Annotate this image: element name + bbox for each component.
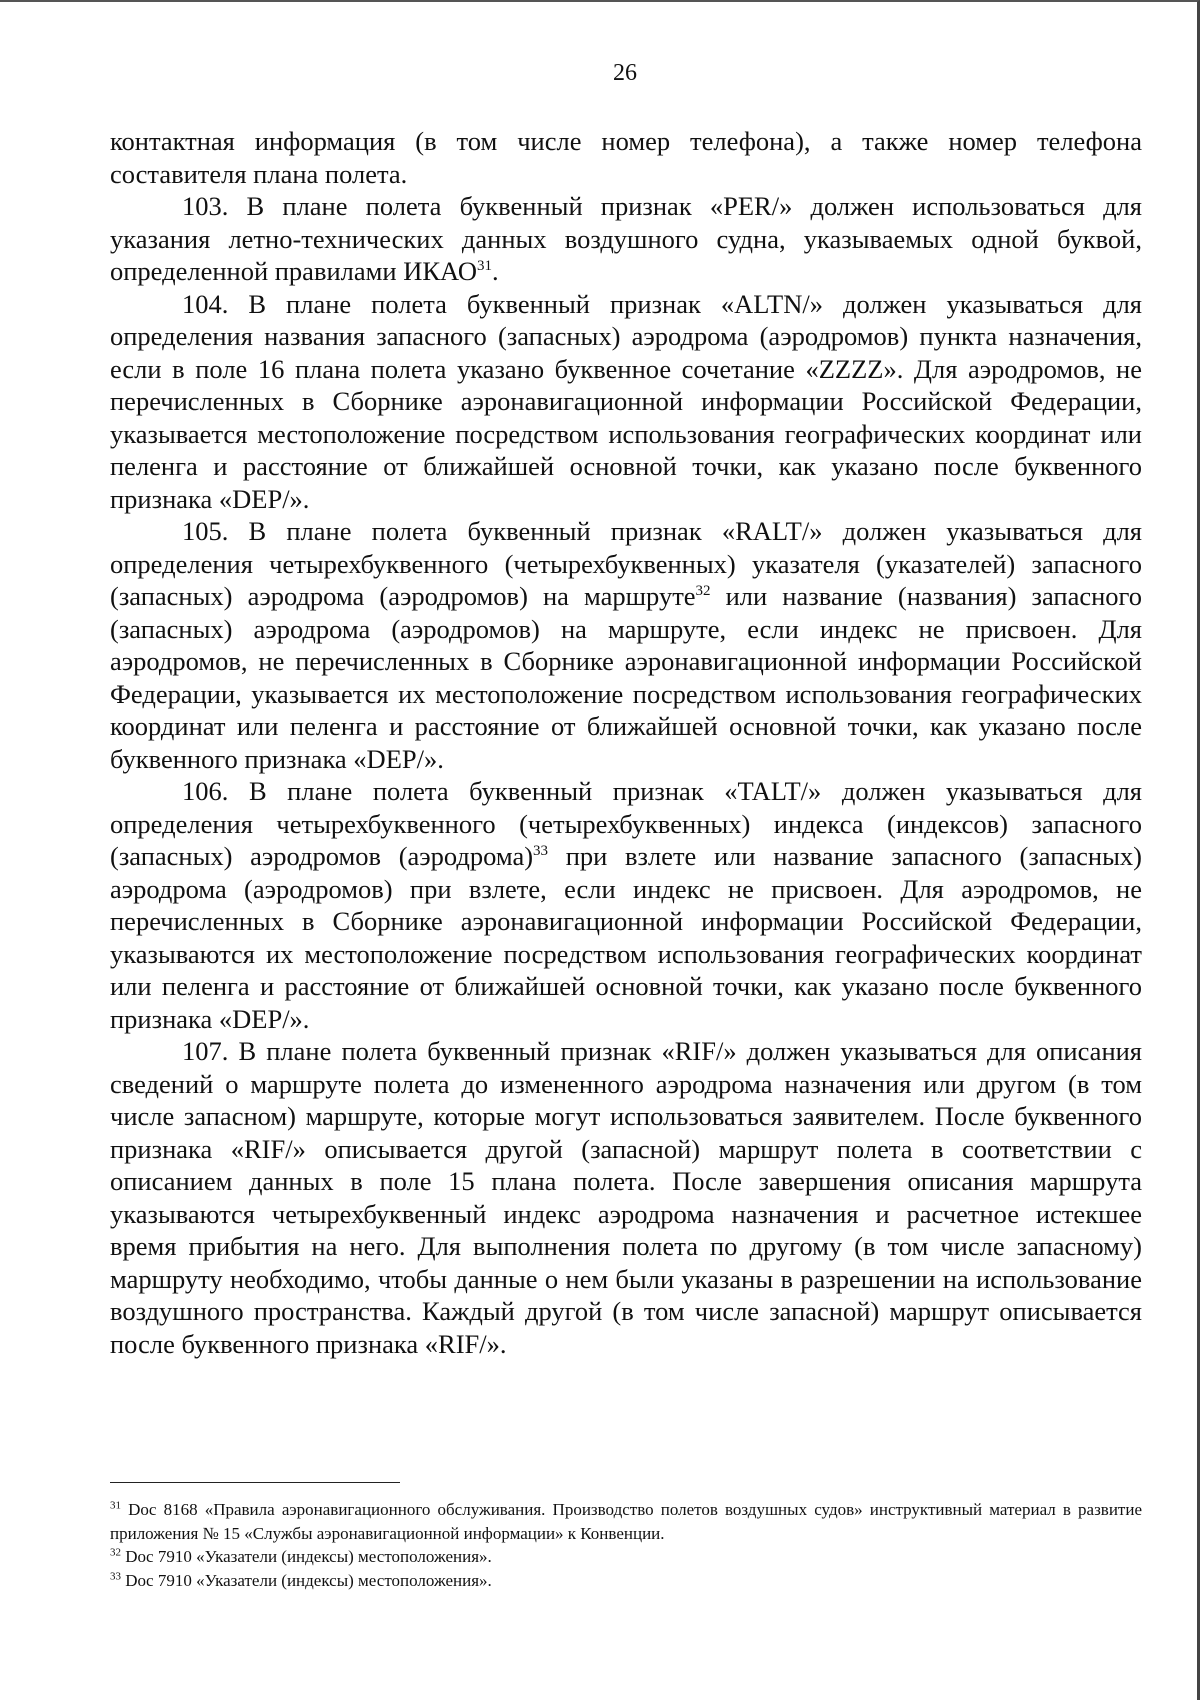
- footnote: [110, 1569, 1142, 1593]
- footnotes: [110, 1498, 1142, 1592]
- footnote-mark: 33: [110, 1569, 121, 1582]
- paragraph: [110, 515, 1142, 775]
- footnote-reference[interactable]: 33: [533, 843, 549, 860]
- paragraph: [110, 190, 1142, 288]
- body-text: [110, 125, 1142, 1360]
- footnote-text: Doc 7910 «Указатели (индексы) местоположения».: [121, 1547, 492, 1566]
- footnote-mark: 31: [110, 1499, 121, 1512]
- paragraph-text: 106. В плане полета буквенный признак «TALT/» должен указываться для определения четырехбуквенного (четырехбуквенных) индекса (индексов) запасного (запасных) аэродромов (аэродрома): [110, 776, 1142, 871]
- paragraph: [110, 1035, 1142, 1360]
- paragraph: [110, 288, 1142, 516]
- paragraph-text: или название (названия) запасного (запасных) аэродрома (аэродромов) на маршруте, если индекс не присвоен. Для аэродромов, не перечисленных в Сборнике аэронавигационной информации Российской Федерации, указывается их местоположение посредством использования географических координат или пеленга и расстояние от ближайшей основной точки, как указано после буквенного признака «DEP/».: [110, 581, 1142, 774]
- paragraph-text: 103. В плане полета буквенный признак «PER/» должен использоваться для указания летно-технических данных воздушного судна, указываемых одной буквой, определенной правилами ИКАО: [110, 191, 1142, 286]
- footnote-reference[interactable]: 32: [695, 583, 711, 600]
- paragraph-text: контактная информация (в том числе номер телефона), а также номер телефона составителя плана полета.: [110, 126, 1142, 189]
- paragraph-text: .: [491, 256, 499, 286]
- paragraph: [110, 125, 1142, 190]
- paragraph-text: 104. В плане полета буквенный признак «ALTN/» должен указываться для определения названия запасного (запасных) аэродрома (аэродромов) пункта назначения, если в поле 16 плана полета указано буквенное сочетание «ZZZZ». Для аэродромов, не перечисленных в Сборнике аэронавигационной информации Российской Федерации, указывается местоположение посредством использования географических координат или пеленга и расстояние от ближайшей основной точки, как указано после буквенного признака «DEP/».: [110, 288, 1142, 514]
- paragraph-text: 105. В плане полета буквенный признак «RALT/» должен указываться для определения четырехбуквенного (четырехбуквенных) указателя (указателей) запасного (запасных) аэродрома (аэродромов) на маршруте: [110, 516, 1142, 611]
- footnote-separator: [110, 1482, 400, 1483]
- footnote-reference[interactable]: 31: [476, 258, 492, 275]
- paragraph-text: 107. В плане полета буквенный признак «RIF/» должен указываться для описания сведений о маршруте полета до измененного аэродрома назначения или другом (в том числе запасном) маршруте, которые могут использоваться заявителем. После буквенного признака «RIF/» описывается другой (запасной) маршрут полета в соответствии с описанием данных в поле 15 плана полета. После завершения описания маршрута указываются четырехбуквенный индекс аэродрома назначения и расчетное истекшее время прибытия на него. Для выполнения полета по другому (в том числе запасному) маршруту необходимо, чтобы данные о нем были указаны в разрешении на использование воздушного пространства. Каждый другой (в том числе запасной) маршрут описывается после буквенного признака «RIF/».: [110, 1036, 1142, 1359]
- footnote: [110, 1545, 1142, 1569]
- paragraph: [110, 775, 1142, 1035]
- footnote: [110, 1498, 1142, 1545]
- footnote-text: Doc 7910 «Указатели (индексы) местоположения».: [121, 1570, 492, 1590]
- footnote-text: Doc 8168 «Правила аэронавигационного обслуживания. Производство полетов воздушных судов» инструктивный материал в развитие приложения № 15 «Службы аэронавигационной информации» к Конвенции.: [110, 1500, 1142, 1543]
- paragraph-text: при взлете или название запасного (запасных) аэродрома (аэродромов) при взлете, если индекс не присвоен. Для аэродромов, не перечисленных в Сборнике аэронавигационной информации Российской Федерации, указываются их местоположение посредством использования географических координат или пеленга и расстояние от ближайшей основной точки, как указано после буквенного признака «DEP/».: [110, 841, 1142, 1034]
- page-number: 26: [613, 60, 637, 86]
- footnote-mark: 32: [110, 1546, 121, 1559]
